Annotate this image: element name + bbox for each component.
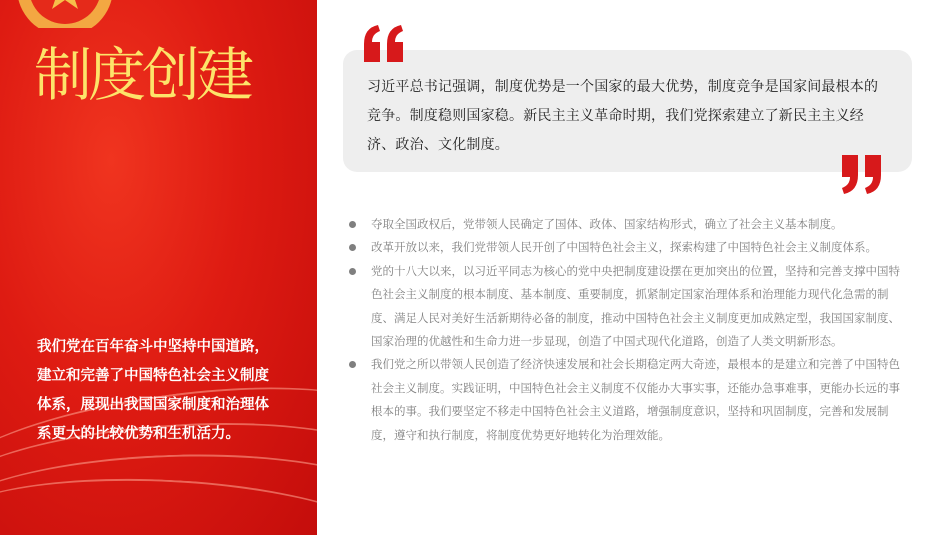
quote-open-icon	[360, 22, 408, 67]
bullet-dot-icon	[349, 244, 356, 251]
bullet-dot-icon	[349, 268, 356, 275]
bullet-dot-icon	[349, 221, 356, 228]
bullet-dot-icon	[349, 361, 356, 368]
panel-description: 我们党在百年奋斗中坚持中国道路，建立和完善了中国特色社会主义制度体系，展现出我国国家制度和治理体系更大的比较优势和生机活力。	[37, 339, 269, 442]
list-item-text: 我们党之所以带领人民创造了经济快速发展和社会长期稳定两大奇迹，最根本的是建立和完善了中国特色社会主义制度。实践证明，中国特色社会主义制度不仅能办大事实事，还能办急事难事，更能办长远的事根本的事。我们要坚定不移走中国特色社会主义道路，增强制度意识，坚持和巩固制度，完善和发展制度，遵守和执行制度，将制度优势更好地转化为治理效能。	[371, 357, 900, 442]
bullet-list	[346, 213, 911, 447]
national-emblem-icon	[0, 0, 130, 28]
list-item	[346, 353, 911, 447]
list-item	[346, 236, 911, 259]
left-red-panel	[0, 0, 317, 535]
quote-close-icon	[838, 152, 886, 197]
list-item	[346, 213, 911, 236]
quote-text: 习近平总书记强调，制度优势是一个国家的最大优势，制度竞争是国家间最根本的竞争。制度稳则国家稳。新民主主义革命时期，我们党探索建立了新民主主义经济、政治、文化制度。	[367, 79, 879, 153]
list-item-text: 夺取全国政权后，党带领人民确定了国体、政体、国家结构形式，确立了社会主义基本制度。	[371, 217, 843, 231]
page-title: 制度创建	[34, 41, 251, 109]
list-item-text: 党的十八大以来，以习近平同志为核心的党中央把制度建设摆在更加突出的位置，坚持和完善支撑中国特色社会主义制度的根本制度、基本制度、重要制度，抓紧制定国家治理体系和治理能力现代化急需的制度、满足人民对美好生活新期待必备的制度，推动中国特色社会主义制度更加成熟定型，我国国家制度、国家治理的优越性和生命力进一步显现，创造了中国式现代化道路，创造了人类文明新形态。	[371, 263, 900, 349]
list-item-text: 改革开放以来，我们党带领人民开创了中国特色社会主义，探索构建了中国特色社会主义制度体系。	[371, 240, 877, 255]
list-item	[346, 260, 911, 354]
